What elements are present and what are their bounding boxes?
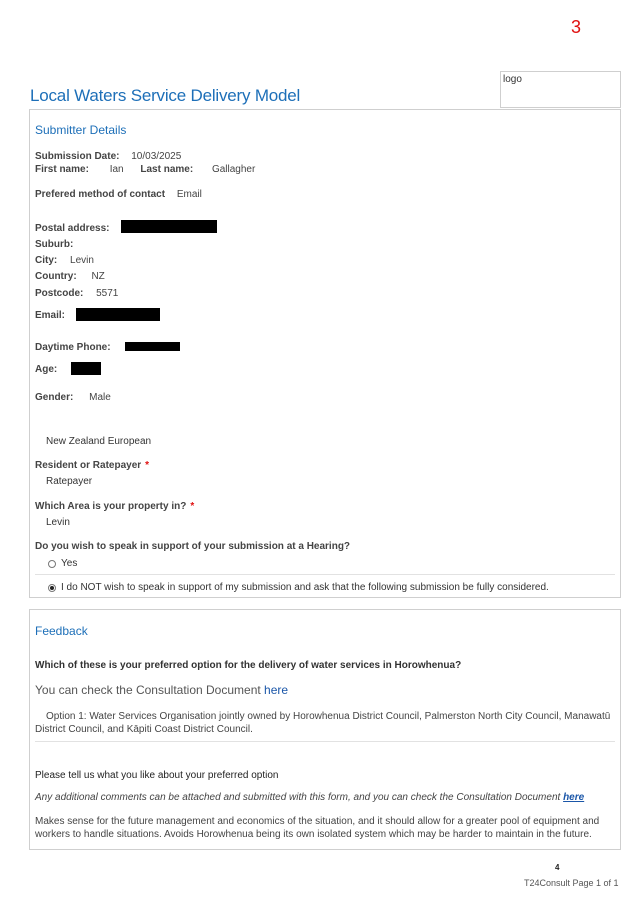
last-name-label: Last name: xyxy=(140,164,194,175)
redacted-email xyxy=(76,308,160,321)
divider xyxy=(35,574,615,575)
submitter-details-heading: Submitter Details xyxy=(35,123,127,137)
feedback-panel xyxy=(29,609,621,850)
postcode-value: 5571 xyxy=(96,288,119,299)
city-row xyxy=(35,255,94,266)
submitter-details-panel xyxy=(29,109,621,598)
postal-address-row xyxy=(35,223,109,234)
gender-row xyxy=(35,392,111,403)
country-row xyxy=(35,271,105,282)
city-label: City: xyxy=(35,255,58,266)
redacted-phone xyxy=(125,342,180,351)
daytime-phone-label: Daytime Phone: xyxy=(35,342,111,353)
last-name-value: Gallagher xyxy=(211,164,256,175)
contact-method-value: Email xyxy=(176,189,202,200)
logo-placeholder: logo xyxy=(500,71,621,108)
ethnicity-value: New Zealand European xyxy=(46,436,152,447)
submission-date-label: Submission Date: xyxy=(35,151,120,162)
hearing-yes-radio[interactable] xyxy=(48,560,56,568)
submission-date-value: 10/03/2025 xyxy=(131,151,182,162)
contact-method-label: Prefered method of contact xyxy=(35,189,166,200)
like-answer: Makes sense for the future management and economics of the situation, and it should allow for a greater pool of equipment and workers to handle situations. Avoids Horowhenua being its own isolated system which may be harder to maintain in the future. xyxy=(35,816,600,840)
country-label: Country: xyxy=(35,271,77,282)
gender-label: Gender: xyxy=(35,392,74,403)
attach-note-link[interactable]: here xyxy=(563,792,585,803)
preferred-option-answer: Option 1: Water Services Organisation jointly owned by Horowhenua District Council, Palmerston North City Council, Manawatū District Council, and Kāpiti Coast District Council. xyxy=(35,711,611,735)
consultation-document-link[interactable]: here xyxy=(264,683,289,697)
property-area-value: Levin xyxy=(46,517,70,528)
resident-ratepayer-value: Ratepayer xyxy=(46,476,93,487)
hearing-question: Do you wish to speak in support of your submission at a Hearing? xyxy=(35,541,351,552)
age-label: Age: xyxy=(35,364,58,375)
hearing-yes-label: Yes xyxy=(61,558,78,569)
redacted-age xyxy=(71,362,101,375)
suburb-label: Suburb: xyxy=(35,239,74,250)
resident-ratepayer-row xyxy=(35,460,149,471)
preferred-option-question: Which of these is your preferred option for the delivery of water services in Horowhenua? xyxy=(35,660,462,671)
like-question: Please tell us what you like about your preferred option xyxy=(35,770,279,781)
city-value: Levin xyxy=(70,255,94,266)
property-area-label: Which Area is your property in? xyxy=(35,501,187,512)
divider xyxy=(35,741,615,742)
property-area-row xyxy=(35,501,194,512)
country-value: NZ xyxy=(91,271,105,282)
consultation-document-text: You can check the Consultation Document xyxy=(35,683,261,697)
contact-method-row xyxy=(35,189,202,200)
consultation-document-line xyxy=(35,683,288,697)
submission-date-row xyxy=(35,151,181,162)
required-marker: * xyxy=(145,460,150,471)
feedback-heading: Feedback xyxy=(35,624,88,638)
postal-address-label: Postal address: xyxy=(35,223,110,234)
page-title: Local Waters Service Delivery Model xyxy=(30,86,301,105)
required-marker: * xyxy=(190,501,195,512)
first-name-value: Ian xyxy=(109,164,124,175)
postcode-label: Postcode: xyxy=(35,288,84,299)
footer-page-info: T24Consult Page 1 of 1 xyxy=(524,878,619,888)
suburb-row xyxy=(35,239,73,250)
email-label: Email: xyxy=(35,310,66,321)
gender-value: Male xyxy=(89,392,111,403)
attach-note-text: Any additional comments can be attached and submitted with this form, and you can check the Consultation Document xyxy=(35,792,561,803)
hearing-no-label: I do NOT wish to speak in support of my submission and ask that the following submission be fully considered. xyxy=(61,582,549,593)
email-row xyxy=(35,310,65,321)
daytime-phone-row xyxy=(35,342,111,353)
first-name-label: First name: xyxy=(35,164,89,175)
resident-ratepayer-label: Resident or Ratepayer xyxy=(35,460,142,471)
hearing-no-radio[interactable] xyxy=(48,584,56,592)
redacted-postal-address xyxy=(121,220,217,233)
footer-page-number: 4 xyxy=(555,863,560,872)
postcode-row xyxy=(35,288,118,299)
attach-note-line xyxy=(35,792,584,803)
age-row xyxy=(35,364,57,375)
page-marker: 3 xyxy=(571,17,582,37)
name-row xyxy=(35,164,255,175)
